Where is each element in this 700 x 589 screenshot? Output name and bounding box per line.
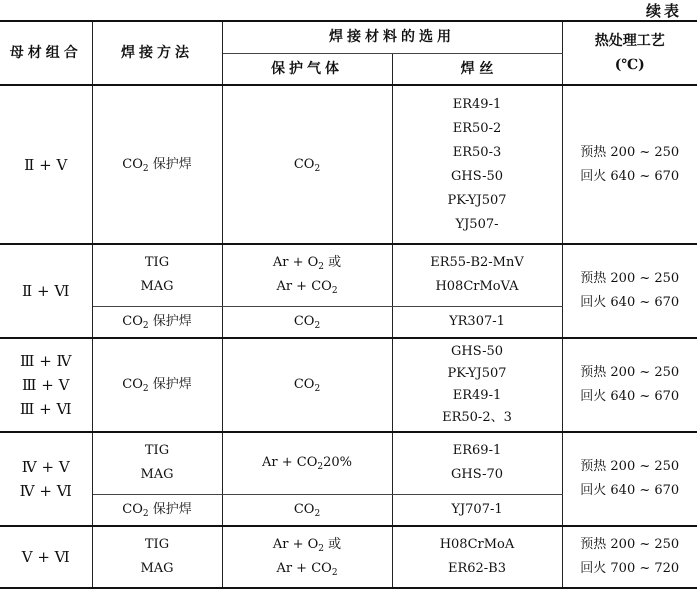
method-cell bbox=[92, 85, 222, 244]
base-combo: Ⅱ + Ⅵ bbox=[0, 244, 92, 338]
temper-value: 回火 640 ~ 670 bbox=[580, 168, 680, 184]
heat-cell bbox=[562, 85, 697, 244]
co2-sub: 2 bbox=[314, 508, 321, 519]
co2-sub: 2 bbox=[317, 462, 324, 473]
header-wire: 焊 丝 bbox=[392, 53, 562, 85]
gas-percent: 20% bbox=[323, 455, 352, 471]
gas-cell bbox=[222, 306, 392, 338]
method-name: 保护焊 bbox=[152, 501, 192, 517]
wire-item: ER50-3 bbox=[452, 144, 502, 160]
co2-sub: 2 bbox=[142, 384, 149, 394]
co2-sub: 2 bbox=[318, 544, 324, 554]
gas-ar-o: Ar + O bbox=[272, 537, 319, 552]
heat-cell bbox=[562, 526, 697, 588]
wire-item: GHS-70 bbox=[450, 467, 504, 483]
preheat-value: 预热 200 ~ 250 bbox=[580, 365, 680, 380]
method-mag: MAG bbox=[140, 467, 174, 483]
wire-cell bbox=[392, 85, 562, 244]
co2-prefix: CO bbox=[293, 156, 315, 172]
temper-value: 回火 700 ~ 720 bbox=[580, 561, 680, 576]
temper-value: 回火 640 ~ 670 bbox=[580, 483, 680, 498]
co2-sub: 2 bbox=[331, 568, 338, 578]
wire-cell: YR307-1 bbox=[392, 306, 562, 338]
wire-cell bbox=[392, 526, 562, 588]
heat-cell bbox=[562, 244, 697, 338]
wire-item: H08CrMoA bbox=[439, 537, 515, 552]
base-combo-item: Ⅳ + Ⅵ bbox=[19, 482, 72, 500]
wire-item: ER55-B2-MnV bbox=[430, 255, 524, 271]
co2-sub: 2 bbox=[142, 320, 149, 331]
base-combo bbox=[0, 432, 92, 526]
gas-or: 或 bbox=[324, 537, 342, 552]
method-cell bbox=[92, 338, 222, 432]
method-tig: TIG bbox=[144, 443, 170, 459]
co2-prefix: CO bbox=[293, 377, 315, 392]
wire-item: GHS-50 bbox=[450, 344, 504, 359]
header-method: 焊接方法 bbox=[92, 21, 222, 85]
wire-item: YJ507- bbox=[455, 216, 499, 232]
co2-sub: 2 bbox=[142, 508, 149, 519]
co2-prefix: CO bbox=[122, 156, 143, 172]
base-combo-item: Ⅳ + Ⅴ bbox=[21, 458, 70, 476]
method-name: 保护焊 bbox=[152, 377, 192, 392]
heat-cell bbox=[562, 432, 697, 526]
gas-or: 或 bbox=[324, 255, 342, 271]
method-cell bbox=[92, 244, 222, 306]
co2-sub: 2 bbox=[331, 286, 338, 297]
wire-item: ER49-1 bbox=[452, 96, 502, 112]
preheat-value: 预热 200 ~ 250 bbox=[580, 271, 680, 286]
temper-value: 回火 640 ~ 670 bbox=[580, 389, 680, 404]
co2-prefix: CO bbox=[293, 501, 315, 517]
gas-cell bbox=[222, 494, 392, 526]
co2-prefix: CO bbox=[122, 501, 143, 517]
wire-cell bbox=[392, 244, 562, 306]
base-combo: Ⅴ + Ⅵ bbox=[0, 526, 92, 588]
base-combo: Ⅱ + Ⅴ bbox=[0, 85, 92, 244]
wire-item: ER50-2 bbox=[452, 120, 502, 136]
method-name: 保护焊 bbox=[152, 313, 192, 329]
method-cell bbox=[92, 432, 222, 494]
co2-prefix: CO bbox=[122, 377, 143, 392]
header-consumables: 焊接材料的选用 bbox=[222, 21, 562, 53]
welding-table bbox=[0, 20, 697, 589]
temper-value: 回火 640 ~ 670 bbox=[580, 295, 680, 310]
wire-item: ER49-1 bbox=[452, 388, 502, 403]
gas-cell bbox=[222, 526, 392, 588]
base-combo-item: Ⅲ + Ⅵ bbox=[19, 400, 72, 418]
base-combo-item: Ⅲ + Ⅳ bbox=[19, 352, 72, 370]
header-gas: 保护气体 bbox=[222, 53, 392, 85]
header-heat-unit: (℃) bbox=[614, 57, 645, 73]
method-cell bbox=[92, 494, 222, 526]
table-row bbox=[0, 85, 697, 244]
method-mag: MAG bbox=[140, 279, 174, 295]
co2-sub: 2 bbox=[318, 262, 324, 273]
wire-cell: YJ707-1 bbox=[392, 494, 562, 526]
table-caption: 续表 bbox=[645, 2, 682, 20]
co2-sub: 2 bbox=[142, 163, 149, 174]
method-tig: TIG bbox=[144, 537, 170, 552]
gas-ar-co: Ar + CO bbox=[261, 455, 318, 471]
preheat-value: 预热 200 ~ 250 bbox=[580, 537, 680, 552]
base-combo-item: Ⅲ + Ⅴ bbox=[22, 376, 70, 394]
co2-prefix: CO bbox=[293, 313, 315, 329]
gas-cell bbox=[222, 338, 392, 432]
wire-item: PK-YJ507 bbox=[447, 366, 507, 381]
table-row bbox=[0, 244, 697, 306]
co2-sub: 2 bbox=[314, 163, 321, 174]
co2-sub: 2 bbox=[314, 320, 321, 331]
gas-cell bbox=[222, 432, 392, 494]
method-name: 保护焊 bbox=[152, 156, 192, 172]
table-row bbox=[0, 432, 697, 494]
method-cell bbox=[92, 526, 222, 588]
gas-cell bbox=[222, 85, 392, 244]
gas-ar-co: Ar + CO bbox=[276, 279, 332, 295]
base-combo bbox=[0, 338, 92, 432]
wire-cell bbox=[392, 338, 562, 432]
header-heat-treatment bbox=[562, 21, 697, 85]
preheat-value: 预热 200 ~ 250 bbox=[580, 144, 680, 160]
header-heat-title: 热处理工艺 bbox=[594, 33, 665, 49]
method-tig: TIG bbox=[144, 255, 170, 271]
wire-item: ER69-1 bbox=[452, 443, 502, 459]
preheat-value: 预热 200 ~ 250 bbox=[580, 459, 680, 474]
header-base-material: 母材组合 bbox=[0, 21, 92, 85]
gas-cell bbox=[222, 244, 392, 306]
gas-ar-co: Ar + CO bbox=[276, 561, 332, 576]
wire-cell bbox=[392, 432, 562, 494]
wire-item: ER62-B3 bbox=[447, 561, 507, 576]
table-row bbox=[0, 338, 697, 432]
wire-item: PK-YJ507 bbox=[447, 192, 507, 208]
wire-item: GHS-50 bbox=[450, 168, 504, 184]
wire-item: ER50-2、3 bbox=[442, 410, 512, 425]
heat-cell bbox=[562, 338, 697, 432]
method-mag: MAG bbox=[140, 561, 174, 576]
table-row bbox=[0, 526, 697, 588]
co2-prefix: CO bbox=[122, 313, 143, 329]
wire-item: H08CrMoVA bbox=[435, 279, 519, 295]
co2-sub: 2 bbox=[314, 384, 321, 394]
method-cell bbox=[92, 306, 222, 338]
gas-ar-o: Ar + O bbox=[272, 255, 319, 271]
